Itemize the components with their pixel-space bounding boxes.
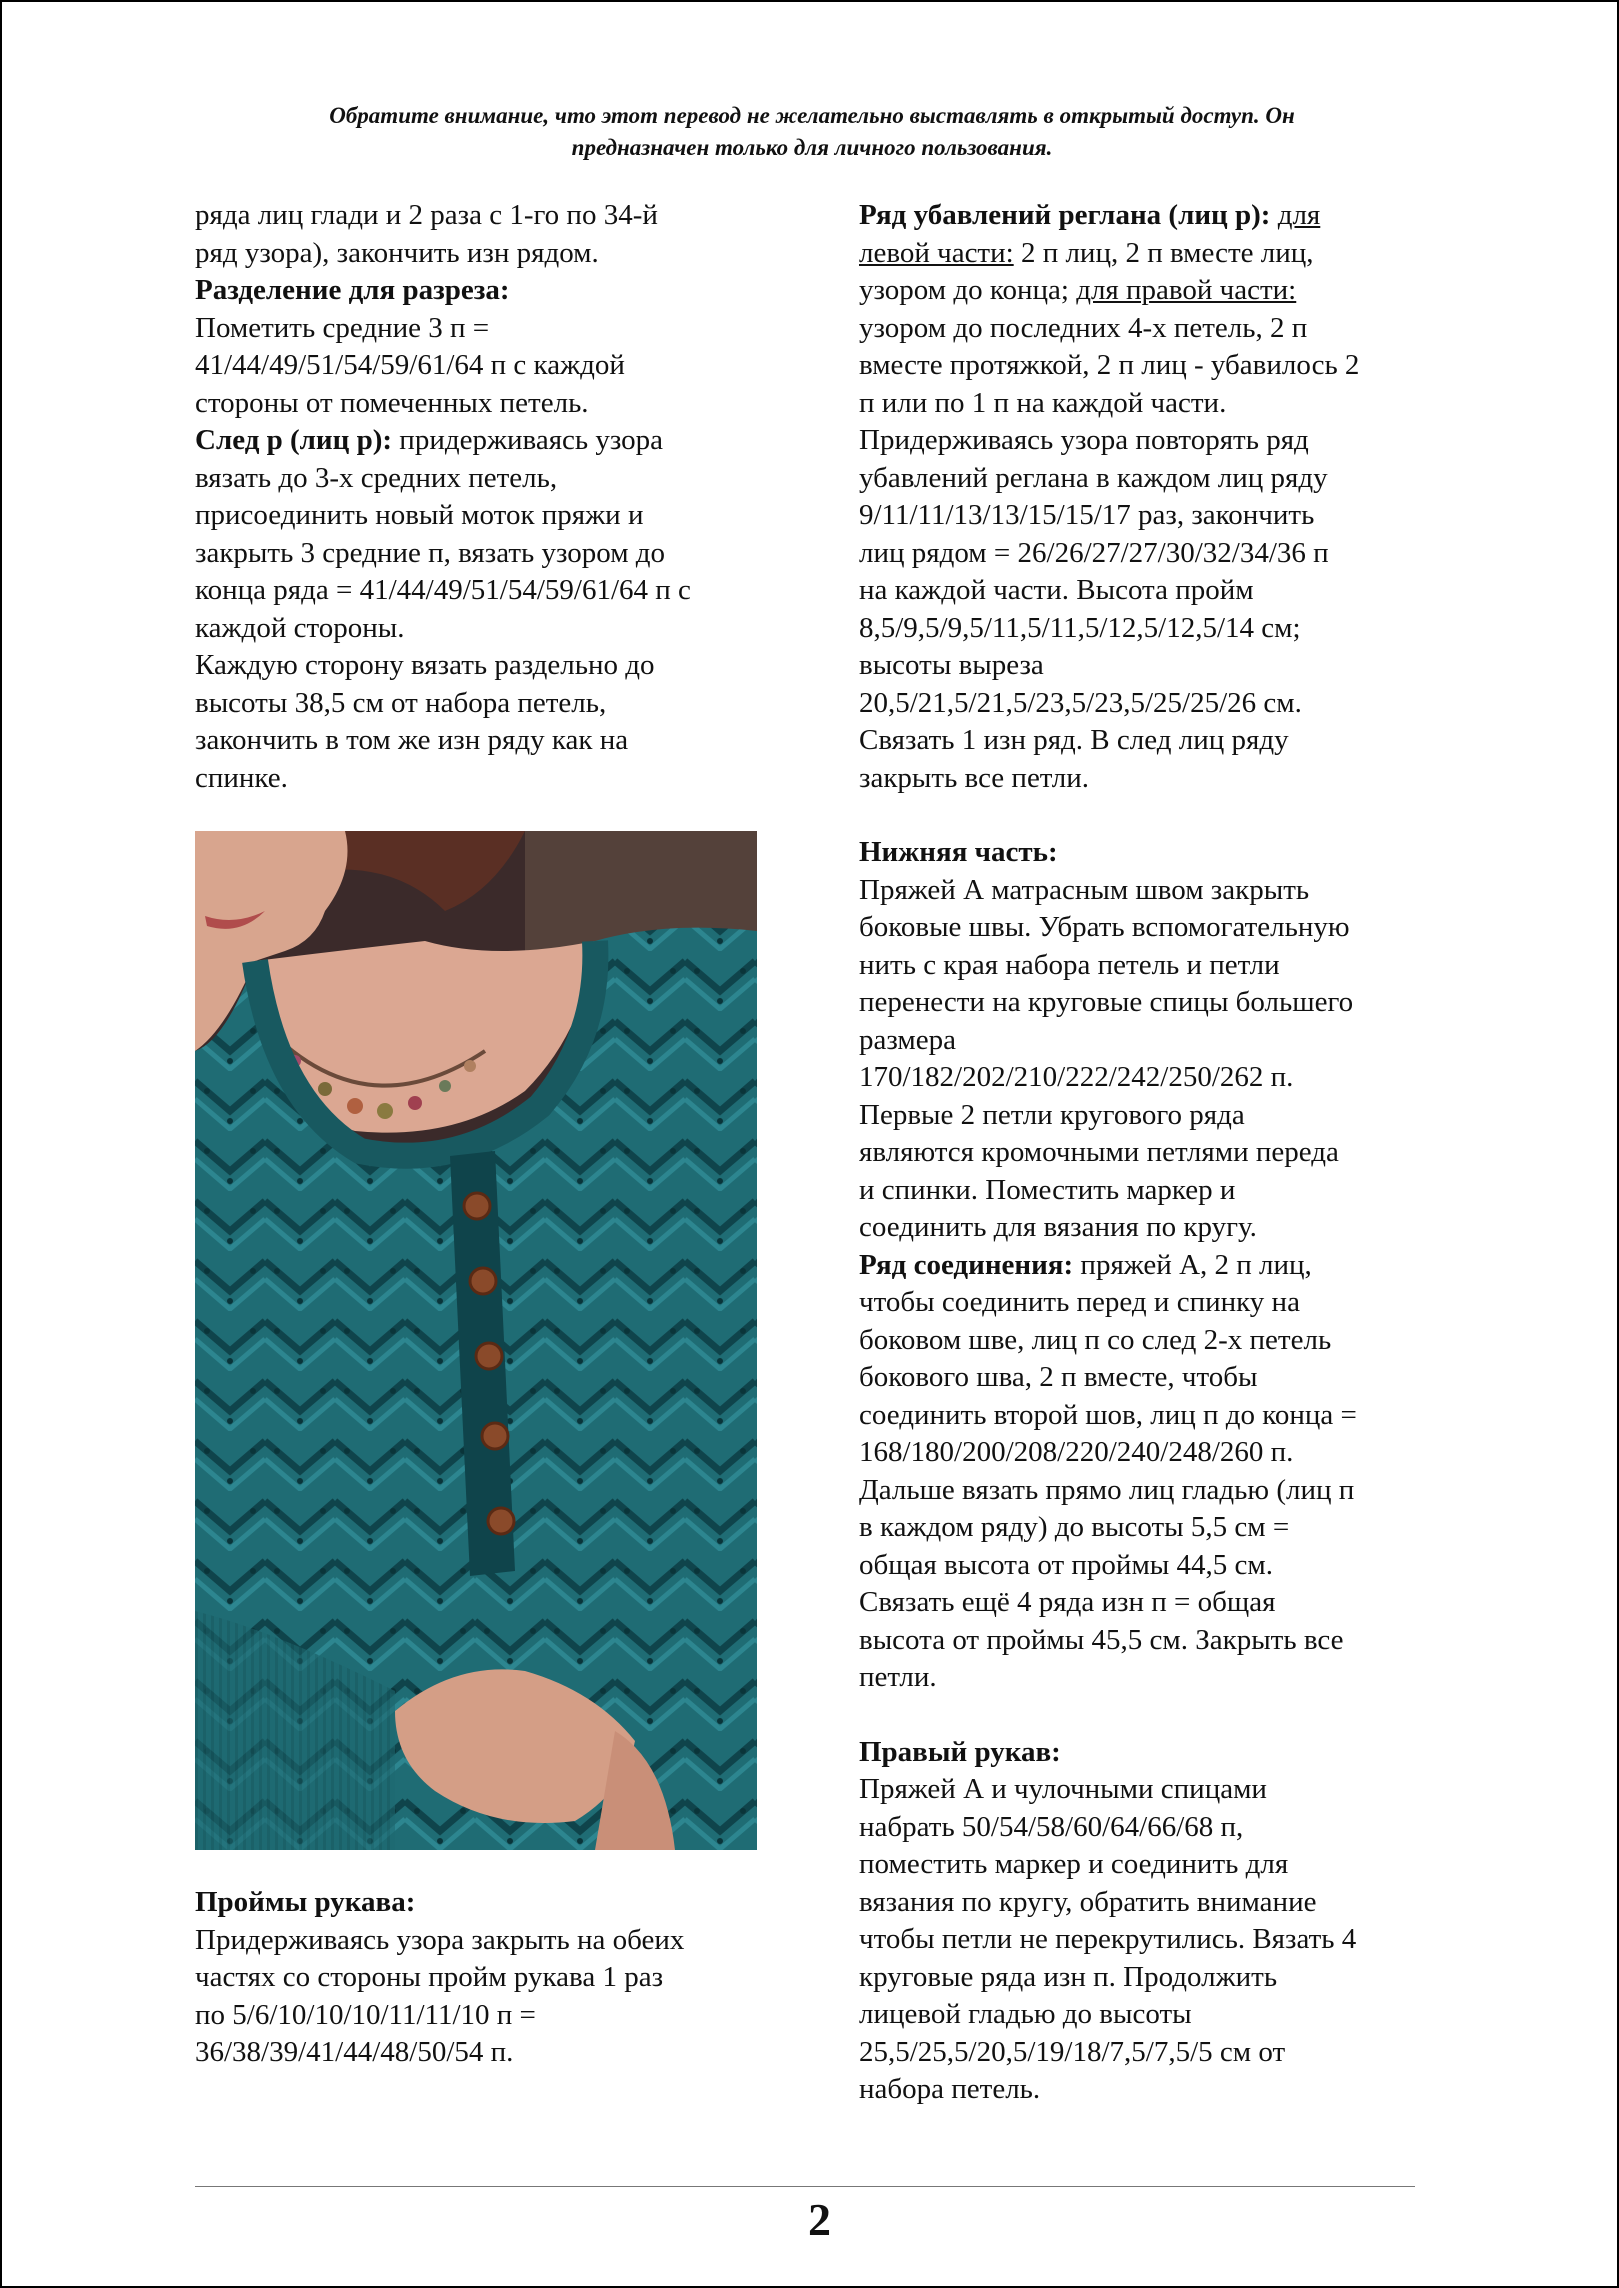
text-line: вязания по кругу, обратить внимание [859, 1885, 1317, 1918]
text-line: лицевой гладью до высоты [859, 1998, 1192, 2030]
right-column [859, 197, 1449, 2109]
footer-divider [195, 2186, 1415, 2187]
text-line: перенести на круговые спицы большего [859, 986, 1354, 1018]
text-line: Дальше вязать прямо лиц гладью (лиц п [859, 1473, 1355, 1506]
text-line: каждой стороны. [195, 611, 405, 644]
text-line: Пряжей А матрасным швом закрыть [859, 873, 1310, 906]
text-line: Связать ещё 4 ряда изн п = общая [859, 1586, 1276, 1618]
text-line: Придерживаясь узора повторять ряд [859, 424, 1309, 456]
notice-line: предназначен только для личного пользования. [571, 135, 1053, 160]
text-line: общая высота от проймы 44,5 см. [859, 1548, 1274, 1581]
text-line: 25,5/25,5/20,5/19/18/7,5/7,5/5 см от [859, 2035, 1286, 2068]
text-line: высота от проймы 45,5 см. Закрыть все [859, 1623, 1344, 1656]
text-line: 9/11/11/13/13/15/15/17 раз, закончить [859, 499, 1315, 531]
text-fragment: 2 п лиц, 2 п вместе лиц, [1013, 236, 1314, 269]
text-line: чтобы соединить перед и спинку на [859, 1286, 1300, 1318]
text-line: и спинки. Поместить маркер и [859, 1173, 1236, 1206]
section-heading-next-row: След р (лиц р): [195, 424, 393, 456]
section-heading-armholes: Проймы рукава: [195, 1886, 416, 1918]
copyright-notice [202, 100, 1422, 164]
text-line: Пряжей А и чулочными спицами [859, 1773, 1267, 1805]
text-line: соединить для вязания по кругу. [859, 1211, 1257, 1243]
text-line: боковом шве, лиц п со след 2-х петель [859, 1323, 1332, 1356]
text-line: боковые швы. Убрать вспомогательную [859, 911, 1350, 943]
text-line: стороны от помеченных петель. [195, 386, 589, 419]
section-heading-lower: Нижняя часть: [859, 836, 1058, 868]
text-line: закрыть 3 средние п, вязать узором до [195, 536, 666, 569]
text-line: чтобы петли не перекрутились. Вязать 4 [859, 1923, 1357, 1955]
text-line: бокового шва, 2 п вместе, чтобы [859, 1361, 1258, 1393]
underlined-text: левой части: [859, 236, 1014, 269]
text-line [859, 197, 1449, 235]
notice-line: Обратите внимание, что этот перевод не желательно выставлять в открытый доступ. Он [329, 103, 1295, 128]
page-number: 2 [808, 2194, 831, 2245]
text-line: Связать 1 изн ряд. В след лиц ряду [859, 724, 1289, 756]
section-heading-join: Ряд соединения: [859, 1248, 1074, 1281]
text-line: по 5/6/10/10/10/11/11/10 п = [195, 1998, 536, 2031]
text-line: Пометить средние 3 п = [195, 311, 490, 344]
text-line: соединить второй шов, лиц п до конца = [859, 1398, 1357, 1431]
text-line: высоты 38,5 см от набора петель, [195, 686, 607, 719]
left-column-top [195, 197, 775, 797]
text-line: являются кромочными петлями переда [859, 1136, 1339, 1168]
sweater-photo [195, 831, 757, 1850]
text-line [859, 1247, 1449, 1285]
text-fragment: пряжей А, 2 п лиц, [1073, 1248, 1312, 1281]
text-line: лиц рядом = 26/26/27/27/30/32/34/36 п [859, 536, 1329, 569]
text-line: п или по 1 п на каждой части. [859, 386, 1227, 419]
text-line: круговые ряда изн п. Продолжить [859, 1960, 1278, 1993]
underlined-text: для [1277, 199, 1321, 231]
text-line: 41/44/49/51/54/59/61/64 п с каждой [195, 349, 625, 381]
text-line: ряда лиц глади и 2 раза с 1-го по 34-й [195, 199, 658, 231]
text-line: вязать до 3-х средних петель, [195, 461, 558, 494]
text-line: в каждом ряду) до высоты 5,5 см = [859, 1511, 1290, 1543]
text-line [195, 422, 775, 460]
text-line: 8,5/9,5/9,5/11,5/11,5/12,5/12,5/14 см; [859, 611, 1301, 644]
text-line: 20,5/21,5/21,5/23,5/23,5/25/25/26 см. [859, 686, 1302, 719]
text-line: 36/38/39/41/44/48/50/54 п. [195, 2036, 514, 2068]
text-line: размера [859, 1023, 957, 1056]
text-line [859, 235, 1449, 273]
text-fragment: узором до конца; [859, 274, 1077, 306]
text-line: набрать 50/54/58/60/64/66/68 п, [859, 1810, 1244, 1843]
text-line: спинке. [195, 761, 288, 794]
text-line: присоединить новый моток пряжи и [195, 499, 644, 531]
text-line: ряд узора), закончить изн рядом. [195, 236, 599, 269]
text-line: набора петель. [859, 2073, 1041, 2105]
text-line: убавлений реглана в каждом лиц ряду [859, 461, 1328, 494]
text-line: Придерживаясь узора закрыть на обеих [195, 1923, 685, 1956]
section-heading-split: Разделение для разреза: [195, 274, 510, 306]
text-line: 170/182/202/210/222/242/250/262 п. [859, 1061, 1294, 1093]
underlined-text: для правой части: [1076, 274, 1297, 306]
text-line: закрыть все петли. [859, 761, 1090, 794]
text-line: 168/180/200/208/220/240/248/260 п. [859, 1436, 1294, 1468]
text-fragment: придерживаясь узора [392, 424, 664, 456]
text-line: закончить в том же изн ряду как на [195, 724, 629, 756]
text-line: поместить маркер и соединить для [859, 1848, 1289, 1880]
text-line: на каждой части. Высота пройм [859, 574, 1254, 606]
text-line: вместе протяжкой, 2 п лиц - убавилось 2 [859, 349, 1360, 381]
text-line [859, 272, 1449, 310]
left-column-bottom [195, 1884, 775, 2072]
text-line: узором до последних 4-х петель, 2 п [859, 311, 1308, 344]
text-line: высоты выреза [859, 649, 1044, 681]
section-heading-sleeve: Правый рукав: [859, 1735, 1061, 1768]
text-line: конца ряда = 41/44/49/51/54/59/61/64 п с [195, 574, 691, 606]
text-line: петли. [859, 1661, 937, 1693]
sweater-illustration [195, 831, 757, 1850]
text-line: частях со стороны пройм рукава 1 раз [195, 1961, 664, 1993]
text-line: нить с края набора петель и петли [859, 948, 1280, 981]
section-heading-raglan: Ряд убавлений реглана (лиц р): [859, 199, 1271, 231]
text-line: Каждую сторону вязать раздельно до [195, 649, 655, 681]
text-line: Первые 2 петли кругового ряда [859, 1098, 1245, 1131]
